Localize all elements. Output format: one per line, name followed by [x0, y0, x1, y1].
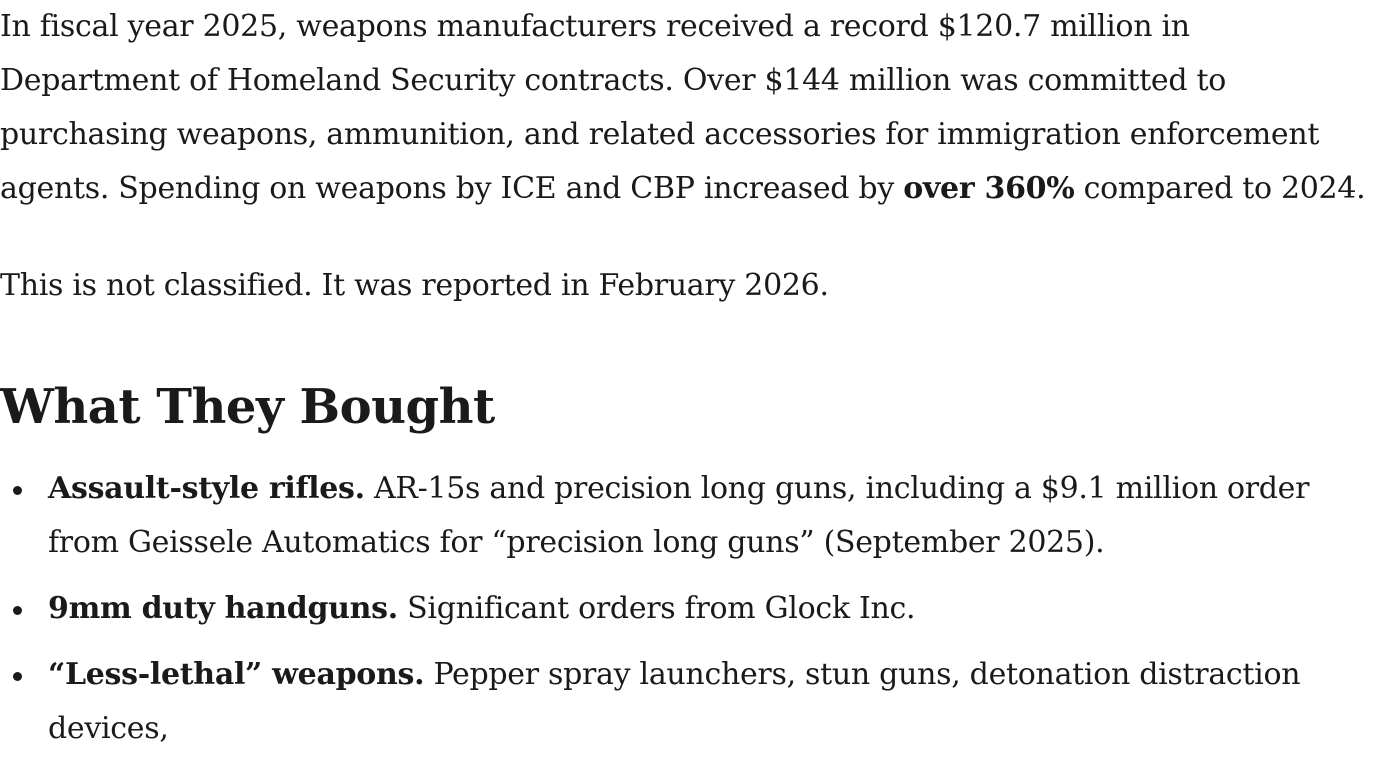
section-heading: What They Bought: [0, 379, 495, 435]
intro-text-start: In fiscal year 2025, weapons manufacturers received a record $120.7 million in Department of Homeland Security contracts. Over $144 million was committed to purchasing weapons, ammunition, and related accessories for immigration enforcement agents. Spending on weapons by ICE and CBP increased by: [0, 9, 1320, 206]
list-item: [0, 582, 1372, 636]
list-item-title: Assault-style rifles.: [48, 471, 365, 506]
intro-emphasis: over 360%: [903, 171, 1075, 206]
list-item-text: Significant orders from Glock Inc.: [397, 591, 916, 626]
list-item-title: 9mm duty handguns.: [48, 591, 398, 626]
bullet-icon: [13, 672, 22, 681]
list-item: [0, 648, 1372, 756]
intro-paragraph: [0, 0, 1372, 216]
intro-text-end: compared to 2024.: [1074, 171, 1366, 206]
purchase-list: [0, 462, 1372, 768]
list-item: [0, 462, 1372, 570]
note-paragraph: This is not classified. It was reported in February 2026.: [0, 268, 829, 303]
list-item-text: Pepper spray launchers, stun guns, detonation distraction devices,: [48, 657, 1301, 746]
list-item-text: AR-15s and precision long guns, including a $9.1 million order from Geissele Automatics for “precision long guns” (September 2025).: [48, 471, 1310, 560]
list-item-title: “Less-lethal” weapons.: [48, 657, 425, 692]
bullet-icon: [13, 606, 22, 615]
bullet-icon: [13, 486, 22, 495]
